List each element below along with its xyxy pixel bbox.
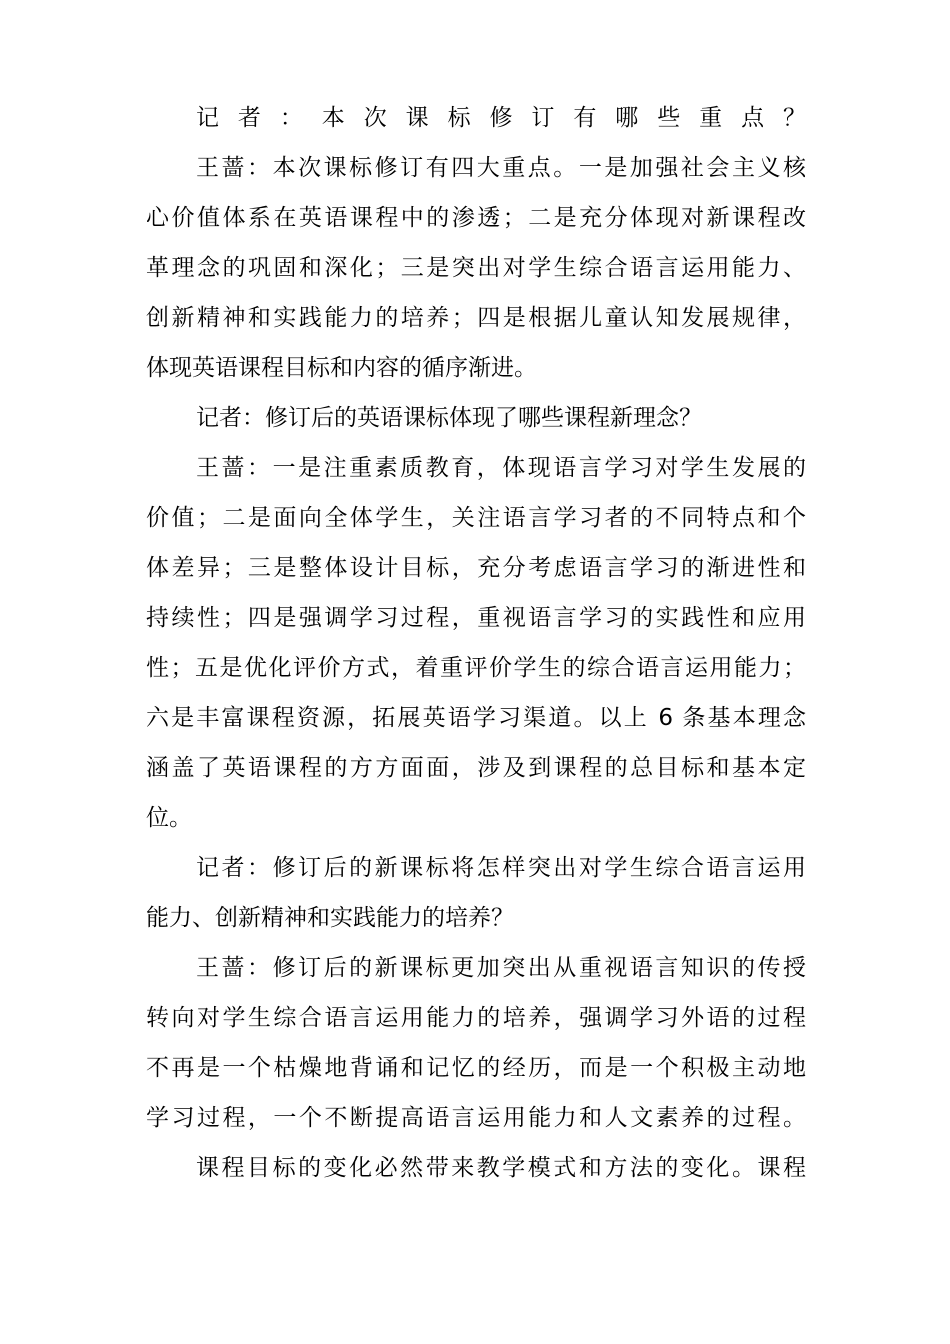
text-line: 课程目标的变化必然带来教学模式和方法的变化。课程 — [196, 1155, 806, 1181]
text-line: 学习过程，一个不断提高语言运用能力和人文素养的过程。 — [146, 1105, 806, 1131]
text-line: 记者：修订后的英语课标体现了哪些课程新理念？ — [196, 405, 702, 431]
text-line: 体差异；三是整体设计目标，充分考虑语言学习的渐进性和 — [146, 555, 806, 581]
text-line: 王蔷：一是注重素质教育，体现语言学习对学生发展的 — [196, 455, 806, 481]
text-line: 记者：本次课标修订有哪些重点？ — [196, 105, 806, 131]
text-line: 转向对学生综合语言运用能力的培养，强调学习外语的过程 — [146, 1005, 806, 1031]
text-line: 能力、创新精神和实践能力的培养？ — [146, 905, 514, 931]
text-line: 六是丰富课程资源，拓展英语学习渠道。以上 6 条基本理念 — [146, 705, 806, 731]
text-line: 革理念的巩固和深化；三是突出对学生综合语言运用能力、 — [146, 255, 806, 281]
text-line: 王蔷：修订后的新课标更加突出从重视语言知识的传授 — [196, 955, 806, 981]
text-line: 持续性；四是强调学习过程，重视语言学习的实践性和应用 — [146, 605, 806, 631]
text-line: 体现英语课程目标和内容的循序渐进。 — [146, 355, 537, 381]
text-line: 性；五是优化评价方式，着重评价学生的综合语言运用能力； — [146, 655, 806, 681]
text-line: 创新精神和实践能力的培养；四是根据儿童认知发展规律， — [146, 305, 806, 331]
text-line: 涵盖了英语课程的方方面面，涉及到课程的总目标和基本定 — [146, 755, 806, 781]
text-line: 王蔷：本次课标修订有四大重点。一是加强社会主义核 — [196, 155, 806, 181]
text-line: 位。 — [146, 805, 192, 831]
text-line: 价值；二是面向全体学生，关注语言学习者的不同特点和个 — [146, 505, 806, 531]
text-line: 记者：修订后的新课标将怎样突出对学生综合语言运用 — [196, 855, 806, 881]
text-line: 不再是一个枯燥地背诵和记忆的经历，而是一个积极主动地 — [146, 1055, 806, 1081]
text-line: 心价值体系在英语课程中的渗透；二是充分体现对新课程改 — [146, 205, 806, 231]
